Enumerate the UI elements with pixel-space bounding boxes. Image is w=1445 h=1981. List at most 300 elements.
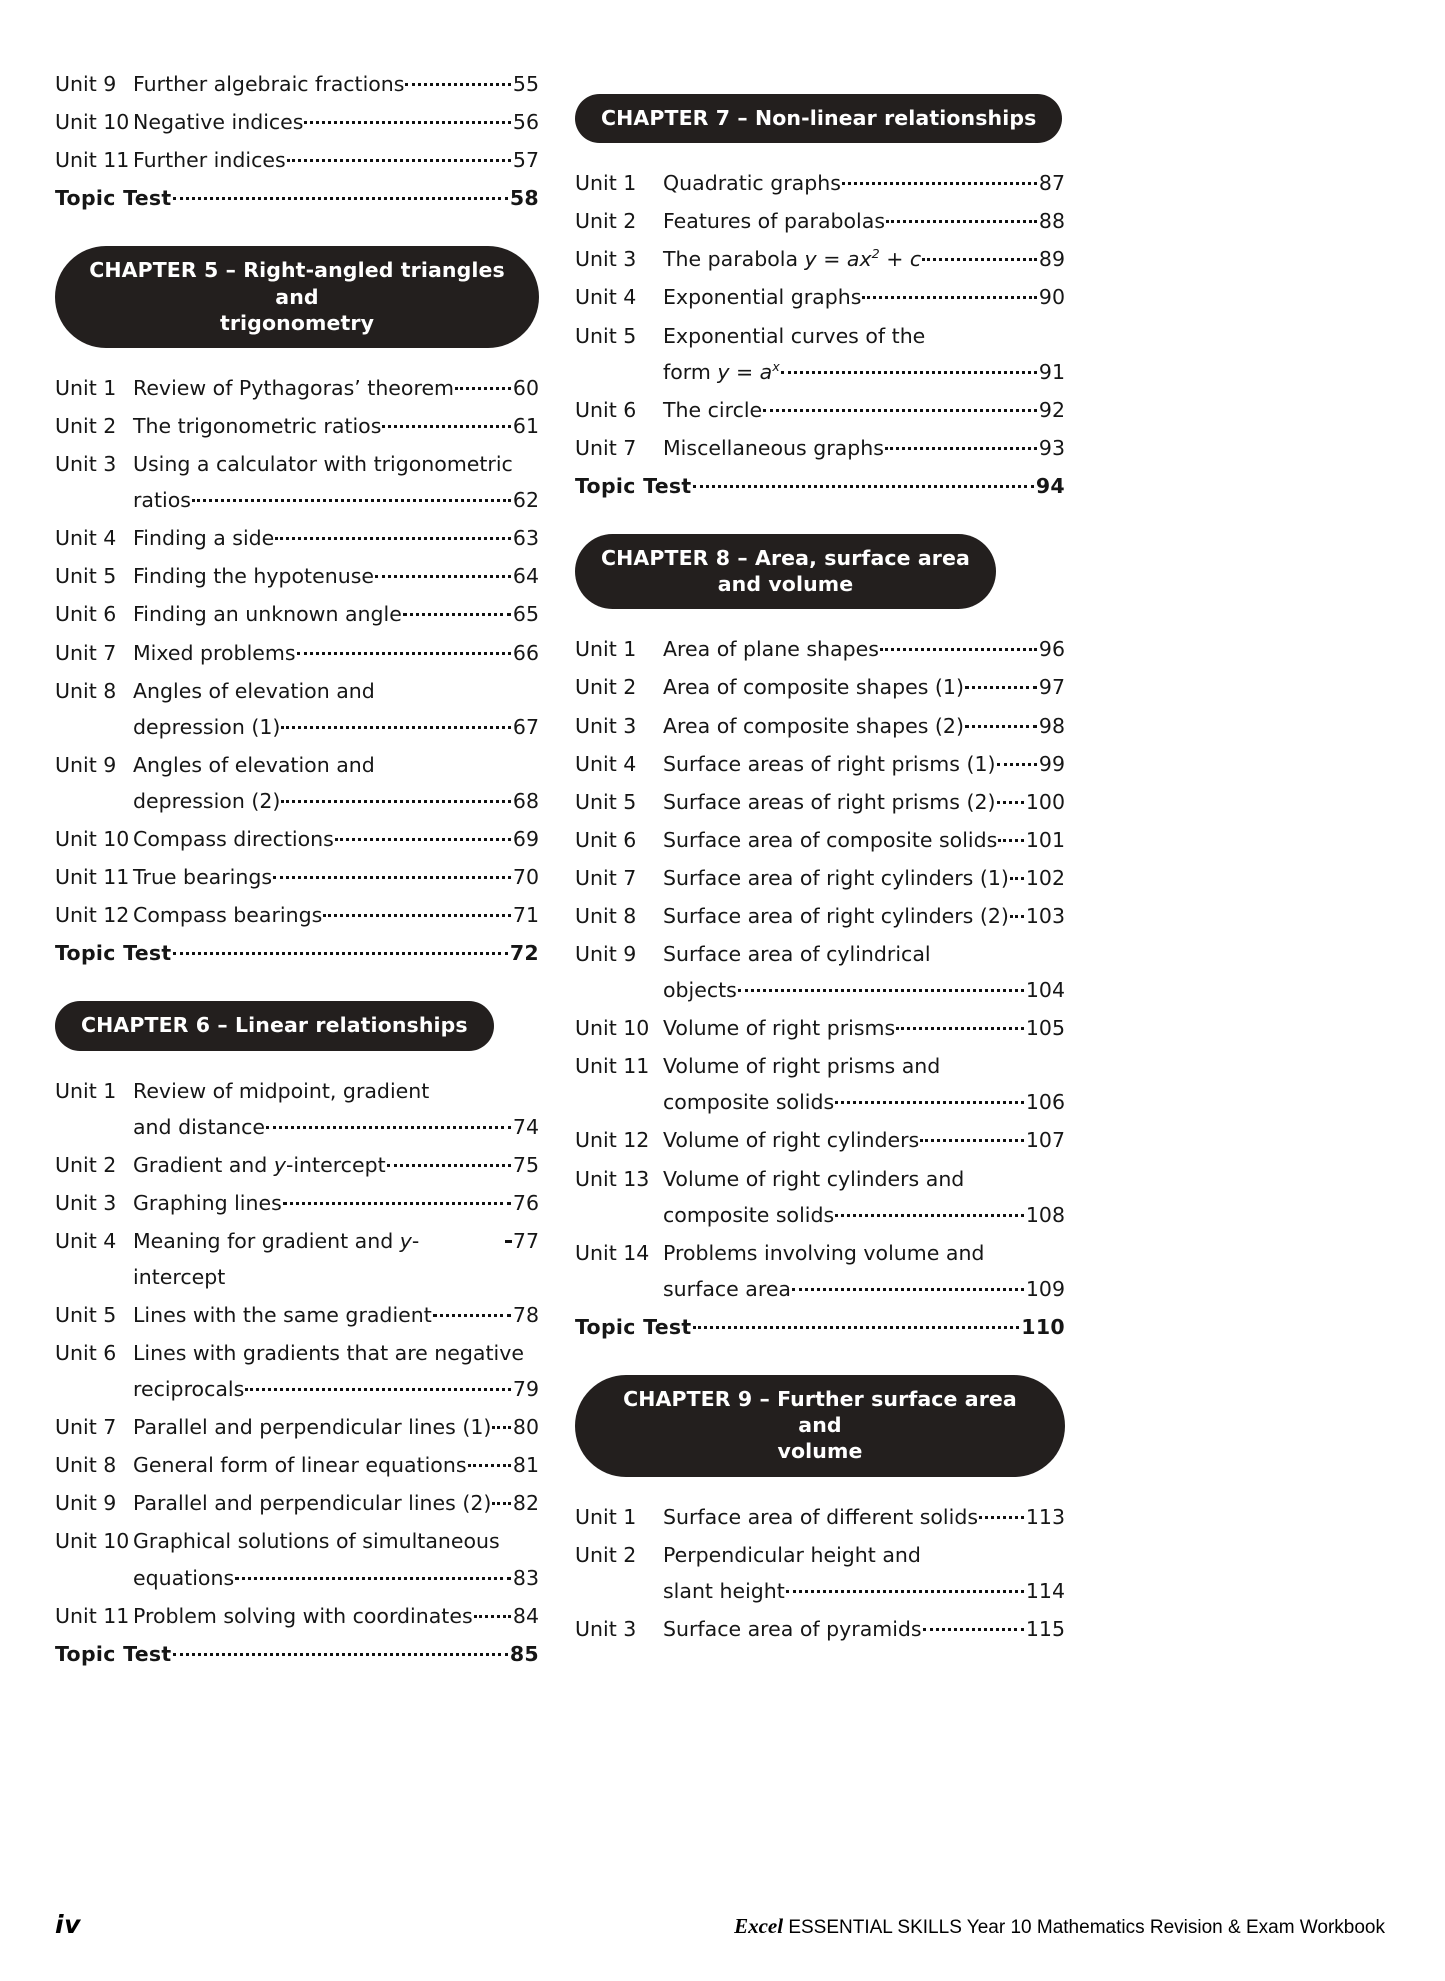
entry-page-number: 55 bbox=[512, 72, 539, 96]
entry-title-line bbox=[172, 935, 539, 971]
entry-title: Area of plane shapes bbox=[663, 637, 879, 662]
entry-unit-label: Unit 2 bbox=[575, 675, 637, 700]
toc-entry-row[interactable] bbox=[575, 1537, 1065, 1609]
entry-title-line bbox=[663, 936, 1065, 972]
toc-entry-row[interactable] bbox=[55, 408, 539, 444]
entry-body bbox=[663, 898, 1065, 934]
entry-body bbox=[133, 596, 539, 632]
entry-body bbox=[663, 241, 1065, 277]
entry-title: Further indices bbox=[133, 148, 286, 173]
entry-unit-label: Unit 4 bbox=[575, 285, 637, 310]
entry-unit-label: Unit 3 bbox=[55, 1190, 117, 1215]
entry-body bbox=[663, 279, 1065, 315]
toc-entry-row[interactable] bbox=[575, 1499, 1065, 1535]
toc-entry-row[interactable] bbox=[575, 392, 1065, 428]
entry-page-number: 98 bbox=[1038, 713, 1065, 738]
entry-title-continuation bbox=[133, 482, 539, 518]
toc-entry-row[interactable] bbox=[575, 669, 1065, 705]
entry-title-continuation bbox=[663, 1084, 1065, 1120]
toc-entry-row[interactable] bbox=[55, 1409, 539, 1445]
toc-entry-row[interactable] bbox=[55, 1523, 539, 1595]
dot-leader bbox=[920, 1139, 1024, 1142]
toc-entry-row[interactable] bbox=[575, 1122, 1065, 1158]
entry-page-number: 83 bbox=[512, 1565, 539, 1590]
entry-body bbox=[663, 784, 1065, 820]
entry-title-line bbox=[133, 1485, 539, 1521]
footer-book-title bbox=[734, 1914, 1385, 1939]
chapter-heading-wrap bbox=[55, 973, 539, 1072]
entry-page-number: 105 bbox=[1025, 1016, 1065, 1041]
entry-page-number: 99 bbox=[1038, 751, 1065, 776]
toc-entry-row[interactable] bbox=[575, 936, 1065, 1008]
entry-title: Volume of right prisms bbox=[663, 1016, 896, 1041]
dot-leader bbox=[492, 1502, 511, 1505]
toc-entry-row[interactable] bbox=[575, 784, 1065, 820]
entry-title: Gradient and y-intercept bbox=[133, 1152, 386, 1177]
entry-page-number: 62 bbox=[512, 488, 539, 513]
toc-entry-row[interactable] bbox=[55, 104, 539, 140]
entry-page-number: 108 bbox=[1025, 1202, 1065, 1227]
entry-page-number: 80 bbox=[512, 1415, 539, 1440]
dot-leader bbox=[880, 648, 1037, 651]
toc-entry-row[interactable] bbox=[575, 822, 1065, 858]
toc-entry-row[interactable] bbox=[55, 859, 539, 895]
entry-unit-label: Unit 6 bbox=[575, 397, 637, 422]
page-footer bbox=[55, 1910, 1385, 1939]
dot-leader bbox=[235, 1577, 511, 1580]
dot-leader bbox=[998, 839, 1024, 842]
entry-title-line bbox=[663, 203, 1065, 239]
entry-unit-label: Unit 1 bbox=[55, 376, 117, 401]
toc-entry-row[interactable] bbox=[55, 821, 539, 857]
entry-title: Miscellaneous graphs bbox=[663, 435, 884, 460]
chapter-heading-3: CHAPTER 9 – Further surface area and volume bbox=[575, 1375, 1065, 1477]
chapter-heading-2: CHAPTER 6 – Linear relationships bbox=[55, 1001, 494, 1050]
entry-title-line bbox=[172, 1636, 539, 1672]
entry-title-continuation bbox=[133, 1560, 539, 1596]
entry-title: Angles of elevation and bbox=[133, 678, 375, 703]
dot-leader bbox=[786, 1590, 1024, 1593]
toc-entry-row[interactable] bbox=[55, 897, 539, 933]
entry-page-number: 115 bbox=[1025, 1616, 1065, 1641]
entry-unit-label: Unit 4 bbox=[55, 526, 117, 551]
entry-body bbox=[663, 1048, 1065, 1120]
toc-entry-row[interactable] bbox=[575, 898, 1065, 934]
dot-leader bbox=[997, 801, 1024, 804]
entry-unit-label: Unit 7 bbox=[55, 1415, 117, 1440]
entry-body bbox=[133, 408, 539, 444]
entry-title-line bbox=[663, 1611, 1065, 1647]
entry-body bbox=[663, 860, 1065, 896]
entry-unit-label: Unit 14 bbox=[575, 1240, 650, 1265]
toc-entry-row[interactable] bbox=[55, 747, 539, 819]
entry-title: Surface areas of right prisms (2) bbox=[663, 789, 996, 814]
entry-title-second-line: ratios bbox=[133, 488, 191, 513]
dot-leader bbox=[287, 159, 511, 162]
entry-title: Features of parabolas bbox=[663, 209, 885, 234]
entry-body bbox=[692, 1309, 1065, 1345]
dot-leader bbox=[835, 1214, 1024, 1217]
dot-leader bbox=[965, 686, 1037, 689]
dot-leader bbox=[323, 914, 511, 917]
dot-leader bbox=[283, 1202, 511, 1205]
entry-unit-label: Topic Test bbox=[55, 186, 172, 211]
toc-entry-row[interactable] bbox=[55, 446, 539, 518]
topic-test-row[interactable] bbox=[575, 1309, 1065, 1345]
dot-leader bbox=[896, 1027, 1024, 1030]
entry-body bbox=[133, 142, 539, 178]
topic-test-row[interactable] bbox=[55, 180, 539, 216]
entry-body bbox=[133, 1073, 539, 1145]
entry-unit-label: Unit 7 bbox=[55, 640, 117, 665]
entry-body bbox=[663, 392, 1065, 428]
entry-page-number: 81 bbox=[512, 1453, 539, 1478]
toc-entry-row[interactable] bbox=[55, 596, 539, 632]
toc-entry-row[interactable] bbox=[55, 1223, 539, 1295]
entry-title: Surface area of cylindrical bbox=[663, 942, 931, 967]
toc-entry-row[interactable] bbox=[55, 142, 539, 178]
toc-entry-row[interactable] bbox=[55, 1335, 539, 1407]
entry-unit-label: Unit 9 bbox=[55, 752, 117, 777]
entry-page-number: 107 bbox=[1025, 1128, 1065, 1153]
entry-unit-label: Topic Test bbox=[55, 1641, 172, 1666]
entry-unit-label: Unit 7 bbox=[575, 435, 637, 460]
entry-body bbox=[663, 1537, 1065, 1609]
entry-unit-label: Unit 10 bbox=[55, 1529, 130, 1554]
entry-page-number: 66 bbox=[512, 640, 539, 665]
toc-entry-row[interactable] bbox=[575, 860, 1065, 896]
entry-title-line bbox=[663, 165, 1065, 201]
dot-leader bbox=[738, 989, 1024, 992]
toc-entry-row[interactable] bbox=[575, 1048, 1065, 1120]
entry-title-line bbox=[133, 897, 539, 933]
toc-entry-row[interactable] bbox=[55, 1598, 539, 1634]
entry-title: Surface areas of right prisms (1) bbox=[663, 751, 996, 776]
entry-body bbox=[133, 1523, 539, 1595]
entry-page-number: 57 bbox=[512, 148, 539, 173]
dot-leader bbox=[245, 1388, 511, 1391]
entry-page-number: 109 bbox=[1025, 1276, 1065, 1301]
entry-title-line bbox=[663, 631, 1065, 667]
entry-body bbox=[133, 1335, 539, 1407]
entry-page-number: 97 bbox=[1038, 675, 1065, 700]
entry-unit-label: Unit 3 bbox=[575, 1616, 637, 1641]
entry-title-line bbox=[133, 1297, 539, 1333]
entry-unit-label: Unit 8 bbox=[55, 1453, 117, 1478]
entry-body bbox=[133, 635, 539, 671]
toc-entry-row[interactable] bbox=[55, 1447, 539, 1483]
toc-entry-row[interactable] bbox=[55, 1297, 539, 1333]
entry-title: Lines with gradients that are negative bbox=[133, 1341, 524, 1366]
entry-title-line bbox=[663, 746, 1065, 782]
entry-page-number: 72 bbox=[509, 941, 539, 966]
entry-body bbox=[133, 859, 539, 895]
dot-leader bbox=[266, 1126, 511, 1129]
entry-title-line bbox=[133, 596, 539, 632]
entry-title: Surface area of right cylinders (1) bbox=[663, 865, 1009, 890]
dot-leader bbox=[192, 499, 511, 502]
entry-page-number: 67 bbox=[512, 714, 539, 739]
toc-entry-row[interactable] bbox=[55, 370, 539, 406]
toc-entry-row[interactable] bbox=[55, 635, 539, 671]
entry-body bbox=[663, 936, 1065, 1008]
dot-leader bbox=[273, 876, 511, 879]
entry-title-line bbox=[133, 1598, 539, 1634]
entry-body bbox=[663, 430, 1065, 466]
footer-brand: Excel bbox=[734, 1914, 784, 1938]
topic-test-row[interactable] bbox=[55, 1636, 539, 1672]
dot-leader bbox=[375, 575, 511, 578]
toc-entry-row[interactable] bbox=[55, 520, 539, 556]
toc-entry-row[interactable] bbox=[575, 746, 1065, 782]
entry-title: Finding the hypotenuse bbox=[133, 564, 374, 589]
entry-unit-label: Unit 6 bbox=[575, 827, 637, 852]
entry-body bbox=[133, 1297, 539, 1333]
entry-title-continuation bbox=[663, 1197, 1065, 1233]
entry-title-line bbox=[133, 66, 539, 102]
dot-leader bbox=[173, 1653, 508, 1656]
entry-title: Volume of right cylinders and bbox=[663, 1166, 965, 1191]
entry-title-line bbox=[133, 635, 539, 671]
chapter-heading-wrap bbox=[575, 1347, 1065, 1499]
entry-unit-label: Topic Test bbox=[55, 941, 172, 966]
dot-leader bbox=[173, 952, 508, 955]
entry-unit-label: Unit 2 bbox=[575, 209, 637, 234]
dot-leader bbox=[405, 83, 510, 86]
dot-leader bbox=[433, 1314, 511, 1317]
entry-title-line bbox=[663, 1010, 1065, 1046]
entry-unit-label: Unit 12 bbox=[575, 1128, 650, 1153]
entry-unit-label: Unit 1 bbox=[575, 171, 637, 196]
toc-entry-row[interactable] bbox=[575, 279, 1065, 315]
entry-title-line bbox=[133, 1147, 539, 1183]
entry-title-second-line: composite solids bbox=[663, 1202, 835, 1227]
toc-entry-row[interactable] bbox=[55, 1147, 539, 1183]
toc-entry-row[interactable] bbox=[575, 1235, 1065, 1307]
entry-title-line bbox=[133, 104, 539, 140]
entry-unit-label: Unit 12 bbox=[55, 903, 130, 928]
toc-entry-row[interactable] bbox=[575, 708, 1065, 744]
toc-entry-row[interactable] bbox=[575, 430, 1065, 466]
entry-title-line bbox=[133, 408, 539, 444]
entry-unit-label: Unit 5 bbox=[55, 564, 117, 589]
toc-entry-row[interactable] bbox=[575, 631, 1065, 667]
entry-page-number: 56 bbox=[512, 110, 539, 135]
entry-body bbox=[133, 673, 539, 745]
dot-leader bbox=[335, 838, 511, 841]
entry-title-line bbox=[133, 1335, 539, 1371]
dot-leader bbox=[835, 1101, 1024, 1104]
entry-page-number: 89 bbox=[1038, 247, 1065, 272]
entry-page-number: 77 bbox=[512, 1228, 539, 1253]
entry-title-line bbox=[133, 1447, 539, 1483]
entry-unit-label: Unit 11 bbox=[575, 1054, 650, 1079]
entry-unit-label: Unit 11 bbox=[55, 148, 130, 173]
entry-page-number: 75 bbox=[512, 1152, 539, 1177]
entry-body bbox=[133, 1447, 539, 1483]
toc-entry-row[interactable] bbox=[55, 673, 539, 745]
entry-page-number: 104 bbox=[1025, 978, 1065, 1003]
entry-unit-label: Unit 11 bbox=[55, 865, 130, 890]
toc-entry-row[interactable] bbox=[55, 1485, 539, 1521]
entry-title-line bbox=[663, 1235, 1065, 1271]
entry-body bbox=[133, 558, 539, 594]
entry-unit-label: Unit 1 bbox=[55, 1078, 117, 1103]
entry-title-line bbox=[663, 708, 1065, 744]
entry-body bbox=[133, 747, 539, 819]
entry-title-continuation bbox=[133, 783, 539, 819]
entry-body bbox=[663, 708, 1065, 744]
entry-title: Volume of right prisms and bbox=[663, 1054, 941, 1079]
entry-title: Finding an unknown angle bbox=[133, 602, 402, 627]
entry-body bbox=[663, 631, 1065, 667]
dot-leader bbox=[468, 1464, 511, 1467]
dot-leader bbox=[792, 1288, 1024, 1291]
entry-page-number: 70 bbox=[512, 865, 539, 890]
dot-leader bbox=[281, 726, 511, 729]
entry-title: The circle bbox=[663, 397, 763, 422]
math-expression: y bbox=[399, 1228, 412, 1253]
toc-columns bbox=[55, 66, 1385, 1821]
entry-title-line bbox=[692, 468, 1065, 504]
entry-unit-label: Unit 10 bbox=[55, 826, 130, 851]
toc-entry-row[interactable] bbox=[55, 1185, 539, 1221]
entry-title: Finding a side bbox=[133, 526, 275, 551]
entry-page-number: 93 bbox=[1038, 435, 1065, 460]
dot-leader bbox=[885, 447, 1037, 450]
entry-title: Quadratic graphs bbox=[663, 171, 841, 196]
entry-page-number: 78 bbox=[512, 1302, 539, 1327]
entry-title-line bbox=[133, 673, 539, 709]
dot-leader bbox=[275, 537, 511, 540]
entry-title-line bbox=[663, 1048, 1065, 1084]
entry-title-line bbox=[133, 370, 539, 406]
entry-page-number: 96 bbox=[1038, 637, 1065, 662]
footer-title-text: ESSENTIAL SKILLS Year 10 Mathematics Revision & Exam Workbook bbox=[783, 1917, 1385, 1938]
entry-page-number: 90 bbox=[1038, 285, 1065, 310]
entry-title: Further algebraic fractions bbox=[133, 72, 405, 96]
toc-left-column bbox=[55, 66, 539, 1674]
entry-body bbox=[663, 822, 1065, 858]
toc-entry-row[interactable] bbox=[575, 318, 1065, 390]
entry-title: The trigonometric ratios bbox=[133, 414, 382, 439]
entry-title: True bearings bbox=[133, 865, 273, 890]
entry-unit-label: Topic Test bbox=[575, 1314, 692, 1339]
entry-title: Negative indices bbox=[133, 110, 304, 135]
entry-page-number: 61 bbox=[512, 414, 539, 439]
toc-entry-row[interactable] bbox=[575, 1010, 1065, 1046]
toc-entry-row[interactable] bbox=[575, 241, 1065, 277]
entry-page-number: 74 bbox=[512, 1114, 539, 1139]
entry-title-second-line: slant height bbox=[663, 1578, 785, 1603]
dot-leader bbox=[297, 652, 511, 655]
entry-unit-label: Unit 7 bbox=[575, 865, 637, 890]
entry-title-line bbox=[663, 784, 1065, 820]
entry-title: Perpendicular height and bbox=[663, 1542, 921, 1567]
entry-page-number: 113 bbox=[1025, 1504, 1065, 1529]
entry-title-line bbox=[663, 822, 1065, 858]
entry-title: Mixed problems bbox=[133, 640, 296, 665]
entry-body bbox=[663, 1161, 1065, 1233]
entry-unit-label: Unit 13 bbox=[575, 1166, 650, 1191]
entry-body bbox=[133, 1409, 539, 1445]
entry-unit-label: Unit 1 bbox=[575, 637, 637, 662]
toc-entry-row[interactable] bbox=[55, 66, 539, 102]
entry-page-number: 64 bbox=[512, 564, 539, 589]
entry-page-number: 106 bbox=[1025, 1090, 1065, 1115]
dot-leader bbox=[281, 800, 511, 803]
toc-entry-row[interactable] bbox=[575, 1161, 1065, 1233]
chapter-heading-1: CHAPTER 7 – Non-linear relationships bbox=[575, 94, 1062, 143]
entry-body bbox=[133, 66, 539, 102]
entry-title: Graphing lines bbox=[133, 1190, 282, 1215]
topic-test-row[interactable] bbox=[575, 468, 1065, 504]
entry-title-line bbox=[663, 898, 1065, 934]
entry-page-number: 101 bbox=[1025, 827, 1065, 852]
entry-body bbox=[133, 520, 539, 556]
entry-body bbox=[133, 1485, 539, 1521]
dot-leader bbox=[1010, 877, 1024, 880]
entry-title: Using a calculator with trigonometric bbox=[133, 452, 513, 477]
dot-leader bbox=[979, 1516, 1024, 1519]
entry-title: Review of Pythagoras’ theorem bbox=[133, 376, 455, 401]
entry-title-line bbox=[133, 1409, 539, 1445]
entry-title-line bbox=[663, 392, 1065, 428]
entry-title-second-line: form $y = a^x$ bbox=[663, 358, 780, 384]
entry-body bbox=[133, 1147, 539, 1183]
entry-title-line bbox=[133, 747, 539, 783]
entry-unit-label: Unit 3 bbox=[575, 713, 637, 738]
math-expression: y bbox=[273, 1152, 286, 1177]
entry-body bbox=[133, 446, 539, 518]
entry-title: Surface area of pyramids bbox=[663, 1616, 922, 1641]
entry-title: Surface area of composite solids bbox=[663, 827, 998, 852]
entry-title: Surface area of different solids bbox=[663, 1504, 979, 1529]
dot-leader bbox=[781, 371, 1037, 374]
folio-number: iv bbox=[55, 1910, 81, 1939]
toc-entry-row[interactable] bbox=[575, 203, 1065, 239]
entry-page-number: 65 bbox=[512, 602, 539, 627]
entry-title-line bbox=[172, 180, 539, 216]
entry-title-line bbox=[133, 1523, 539, 1559]
entry-body bbox=[133, 104, 539, 140]
entry-unit-label: Unit 9 bbox=[55, 72, 117, 96]
entry-body bbox=[663, 1010, 1065, 1046]
entry-title-second-line: objects bbox=[663, 978, 737, 1003]
toc-entry-row[interactable] bbox=[55, 558, 539, 594]
entry-unit-label: Unit 5 bbox=[55, 1302, 117, 1327]
entry-unit-label: Unit 2 bbox=[575, 1542, 637, 1567]
entry-title-line bbox=[663, 241, 1065, 277]
entry-title-line bbox=[133, 821, 539, 857]
dot-leader bbox=[455, 387, 511, 390]
toc-entry-row[interactable] bbox=[575, 1611, 1065, 1647]
toc-entry-row[interactable] bbox=[575, 165, 1065, 201]
chapter-heading-wrap bbox=[575, 66, 1065, 165]
entry-title-second-line: reciprocals bbox=[133, 1377, 245, 1402]
entry-title-line bbox=[133, 859, 539, 895]
entry-unit-label: Unit 10 bbox=[55, 110, 130, 135]
entry-title-continuation bbox=[663, 972, 1065, 1008]
chapter-heading-wrap bbox=[575, 506, 1065, 631]
entry-title-continuation bbox=[663, 1573, 1065, 1609]
entry-body bbox=[133, 821, 539, 857]
topic-test-row[interactable] bbox=[55, 935, 539, 971]
toc-entry-row[interactable] bbox=[55, 1073, 539, 1145]
dot-leader bbox=[922, 258, 1037, 261]
entry-unit-label: Topic Test bbox=[575, 473, 692, 498]
entry-body bbox=[133, 897, 539, 933]
